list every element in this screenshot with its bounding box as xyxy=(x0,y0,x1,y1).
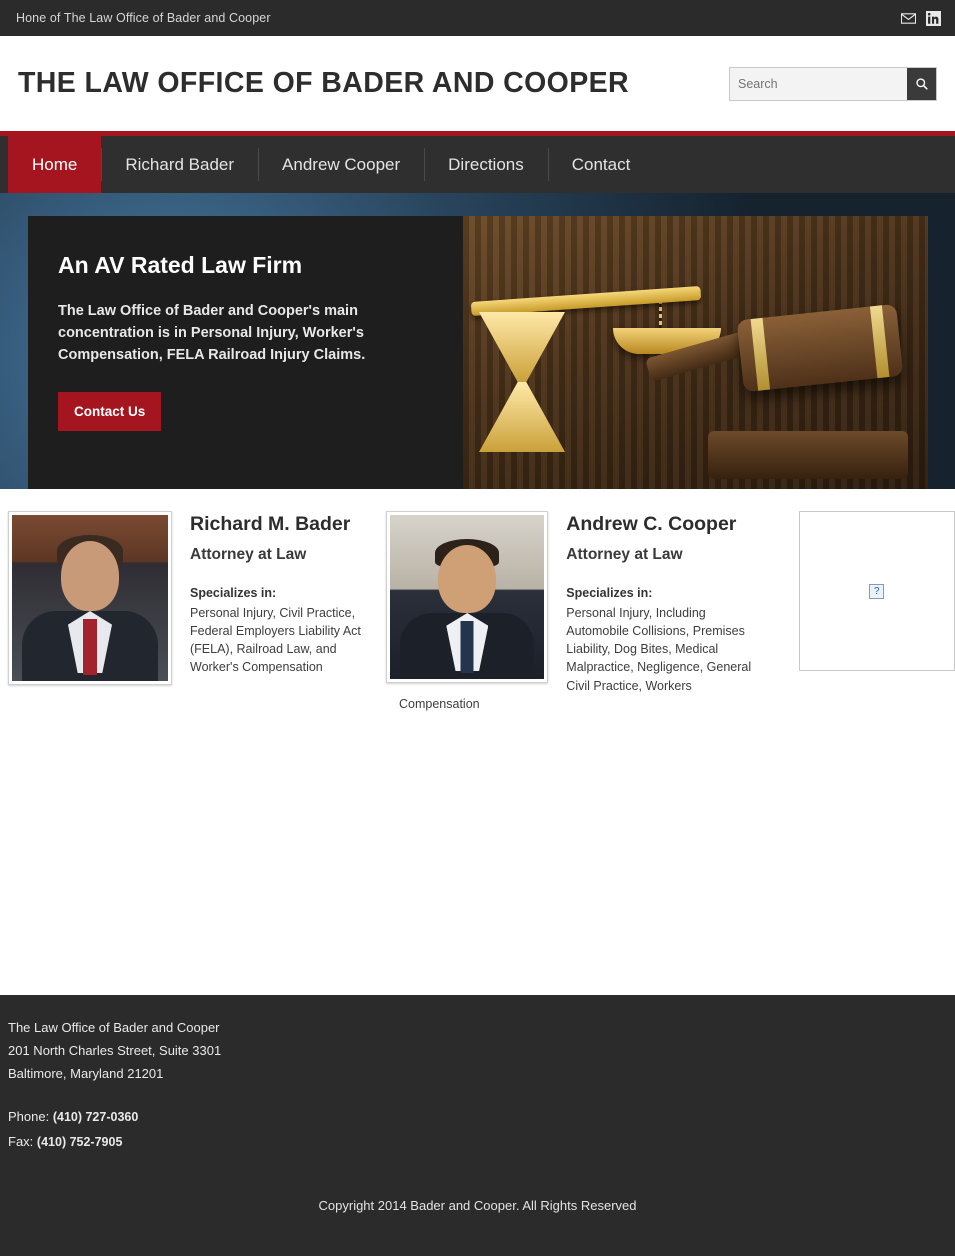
site-tagline: Hone of The Law Office of Bader and Cooper xyxy=(16,11,271,25)
specialties-label: Specializes in: xyxy=(566,586,653,600)
attorney-details xyxy=(548,511,756,695)
search-icon xyxy=(915,77,929,91)
footer-address-line1: 201 North Charles Street, Suite 3301 xyxy=(8,1042,222,1058)
nav-item-label: Richard Bader xyxy=(125,154,235,174)
attorney-photo-frame xyxy=(386,511,548,683)
attorney-photo-frame xyxy=(8,511,172,685)
hero-panel xyxy=(28,216,928,489)
nav-item-richard-bader[interactable] xyxy=(101,136,258,193)
specialties-text: Personal Injury, Civil Practice, Federal Employers Liability Act (FELA), Railroad Law, and Worker's Compensation xyxy=(190,606,361,675)
hero-image xyxy=(463,216,928,489)
footer-phone-label: Phone: xyxy=(8,1109,50,1125)
hero-copy xyxy=(28,216,463,489)
contact-us-button[interactable]: Contact Us xyxy=(58,392,161,431)
footer-phone-value: (410) 727-0360 xyxy=(52,1110,139,1125)
linkedin-icon[interactable] xyxy=(926,11,941,26)
nav-item-label: Directions xyxy=(448,154,524,174)
hero-title: An AV Rated Law Firm xyxy=(58,252,303,278)
nav-item-label: Home xyxy=(32,154,78,174)
andrew-cooper-portrait xyxy=(390,515,544,679)
site-footer xyxy=(0,995,955,1256)
footer-company: The Law Office of Bader and Cooper xyxy=(8,1020,220,1035)
attorney-name: Richard M. Bader xyxy=(190,513,351,535)
social-links xyxy=(901,11,941,26)
scale-chain-icon xyxy=(659,300,662,330)
specialties-text: Personal Injury, Including Automobile Collisions, Premises Liability, Dog Bites, Medical Malpractice, Negligence, General Civil Practice, Workers xyxy=(566,606,752,693)
hero-description: The Law Office of Bader and Cooper's main concentration is in Personal Injury, Worker's Compensation, FELA Railroad Injury Claims. xyxy=(58,303,366,363)
broken-image-placeholder xyxy=(799,511,955,671)
broken-image-icon: ? xyxy=(869,584,884,599)
footer-fax-value: (410) 752-7905 xyxy=(36,1135,123,1150)
site-title: THE LAW OFFICE OF BADER AND COOPER xyxy=(18,67,630,99)
specialties-text-overflow: Compensation xyxy=(399,696,480,711)
copyright-text: Copyright 2014 Bader and Cooper. All Rights Reserved xyxy=(318,1198,637,1213)
top-utility-bar xyxy=(0,0,955,36)
attorney-details xyxy=(172,511,386,677)
nav-item-label: Contact xyxy=(571,154,631,174)
main-navigation xyxy=(0,131,955,193)
email-icon[interactable] xyxy=(901,11,916,26)
attorney-role: Attorney at Law xyxy=(566,546,683,563)
nav-item-home[interactable] xyxy=(8,136,101,193)
search-box xyxy=(729,67,937,101)
footer-address-line2: Baltimore, Maryland 21201 xyxy=(8,1065,164,1081)
search-input[interactable] xyxy=(730,68,907,100)
footer-phone xyxy=(8,1109,955,1124)
nav-item-contact[interactable] xyxy=(548,136,655,193)
richard-bader-portrait xyxy=(12,515,168,681)
masthead xyxy=(0,36,955,131)
attorney-cards xyxy=(0,489,955,695)
attorney-name: Andrew C. Cooper xyxy=(566,513,737,535)
attorney-card-andrew-cooper xyxy=(386,511,772,695)
nav-item-andrew-cooper[interactable] xyxy=(258,136,424,193)
footer-fax-label: Fax: xyxy=(8,1134,34,1150)
gavel-sound-block xyxy=(708,431,908,479)
attorney-role: Attorney at Law xyxy=(190,546,307,563)
nav-item-label: Andrew Cooper xyxy=(282,154,401,174)
search-button[interactable] xyxy=(907,68,936,100)
attorney-card-richard-bader xyxy=(0,511,386,685)
footer-fax xyxy=(8,1134,955,1149)
hero-banner xyxy=(0,193,955,489)
nav-item-directions[interactable] xyxy=(424,136,548,193)
specialties-label: Specializes in: xyxy=(190,586,277,600)
